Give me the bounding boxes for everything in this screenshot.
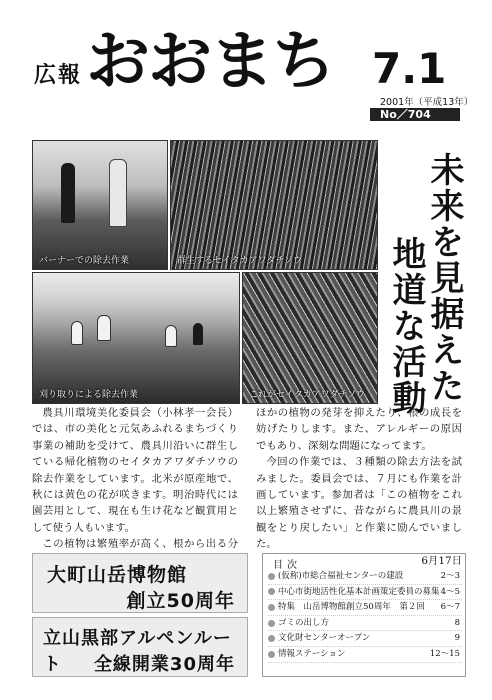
article-column-left xyxy=(32,405,238,569)
banner-line-1: 大町山岳博物館 xyxy=(47,564,188,586)
photo-caption: 群生するセイタカアワダチソウ xyxy=(177,256,303,266)
banner-line-1: 立山黒部アルペンルート xyxy=(43,628,232,675)
toc-item-label: 文化財センターオープン xyxy=(278,633,371,644)
issue-year: 2001年（平成13年） xyxy=(380,97,474,108)
toc-list xyxy=(268,569,462,663)
bullet-icon xyxy=(268,573,275,580)
masthead-kouhou: 広報 xyxy=(34,63,83,88)
worker-figure xyxy=(193,323,203,345)
toc-item-page: 12～15 xyxy=(429,648,460,659)
photo-caption: 刈り取りによる除去作業 xyxy=(39,390,139,400)
table-of-contents xyxy=(262,553,466,677)
photo-burner-removal xyxy=(32,140,168,270)
article-paragraph: ほかの植物の発芽を抑えたり、根の成長を妨げたりします。また、アレルギーの原因でもあり、深刻な問題になってます。 xyxy=(256,407,462,452)
article-date: 6月17日 xyxy=(421,554,462,567)
bullet-icon xyxy=(268,620,275,627)
toc-item-label: 中心市街地活性化基本計画策定委員の募集 xyxy=(278,586,440,597)
worker-figure xyxy=(109,159,127,227)
article-paragraph: この植物は繁殖率が高く、根から出る分 xyxy=(42,538,238,551)
toc-item-label: (仮称)市総合福祉センターの建設 xyxy=(278,571,404,581)
toc-item-page: 6～7 xyxy=(440,602,460,613)
toc-item[interactable] xyxy=(268,569,462,585)
toc-item[interactable] xyxy=(268,647,462,663)
toc-item-page: 9 xyxy=(454,633,460,644)
issue-date: 7.1 xyxy=(372,44,447,93)
masthead-title: おおまち xyxy=(86,25,334,99)
bullet-icon xyxy=(268,635,275,642)
headline-line-2: 地道な活動 xyxy=(386,236,426,416)
photo-caption: バーナーでの除去作業 xyxy=(39,256,130,266)
article-column-right xyxy=(256,405,462,569)
photo-goldenrod-plant xyxy=(242,272,378,404)
bullet-icon xyxy=(268,651,275,658)
bullet-icon xyxy=(268,604,275,611)
toc-item-page: 2～3 xyxy=(440,571,460,581)
worker-figure xyxy=(61,163,75,223)
article-paragraph: 農具川環境美化委員会（小林孝一会長）では、市の美化と元気あふれるまちづくり事業の補助を受けて、農具川沿いに群生している帰化植物のセイタカアワダチソウの除去作業をしています。北米が原産地で、秋には黄色の花が咲きます。明治時代には園芸用として、現在も生け花など観賞用として使う人もいます。 xyxy=(32,407,238,534)
article-paragraph: 今回の作業では、３種類の除去方法を試みました。委員会では、７月にも作業を計画しています。参加者は「この植物をこれ以上繁殖させずに、昔ながらに農具川の景観をとり戻したい」と作業に励んでいました。 xyxy=(256,456,462,551)
headline-line-1: 未来を見据えた xyxy=(424,152,464,404)
banner-museum-anniversary[interactable] xyxy=(32,553,248,613)
toc-title: 目次 xyxy=(273,560,301,571)
worker-figure xyxy=(165,325,177,347)
toc-item[interactable] xyxy=(268,631,462,647)
bullet-icon xyxy=(268,588,275,595)
banner-line-2: 全線開業30周年 xyxy=(93,654,235,675)
toc-item-page: 8 xyxy=(454,617,460,628)
issue-number: No／704 xyxy=(370,108,460,121)
banner-line-2: 創立50周年 xyxy=(126,590,235,612)
banner-alpine-route-anniversary[interactable] xyxy=(32,617,248,677)
toc-item-label: 情報ステーション xyxy=(278,648,346,659)
toc-item-label: 特集 山岳博物館創立50周年 第２回 xyxy=(278,602,425,613)
toc-item[interactable] xyxy=(268,616,462,632)
toc-item[interactable] xyxy=(268,585,462,601)
toc-item-label: ゴミの出し方 xyxy=(278,617,330,628)
worker-figure xyxy=(97,315,111,341)
toc-item-page: 4～5 xyxy=(440,586,460,597)
toc-item[interactable] xyxy=(268,600,462,616)
photo-cutting-removal xyxy=(32,272,240,404)
photo-caption: これがセイタカアワダチソウ xyxy=(249,390,366,400)
worker-figure xyxy=(71,321,83,345)
photo-goldenrod-colony xyxy=(170,140,378,270)
